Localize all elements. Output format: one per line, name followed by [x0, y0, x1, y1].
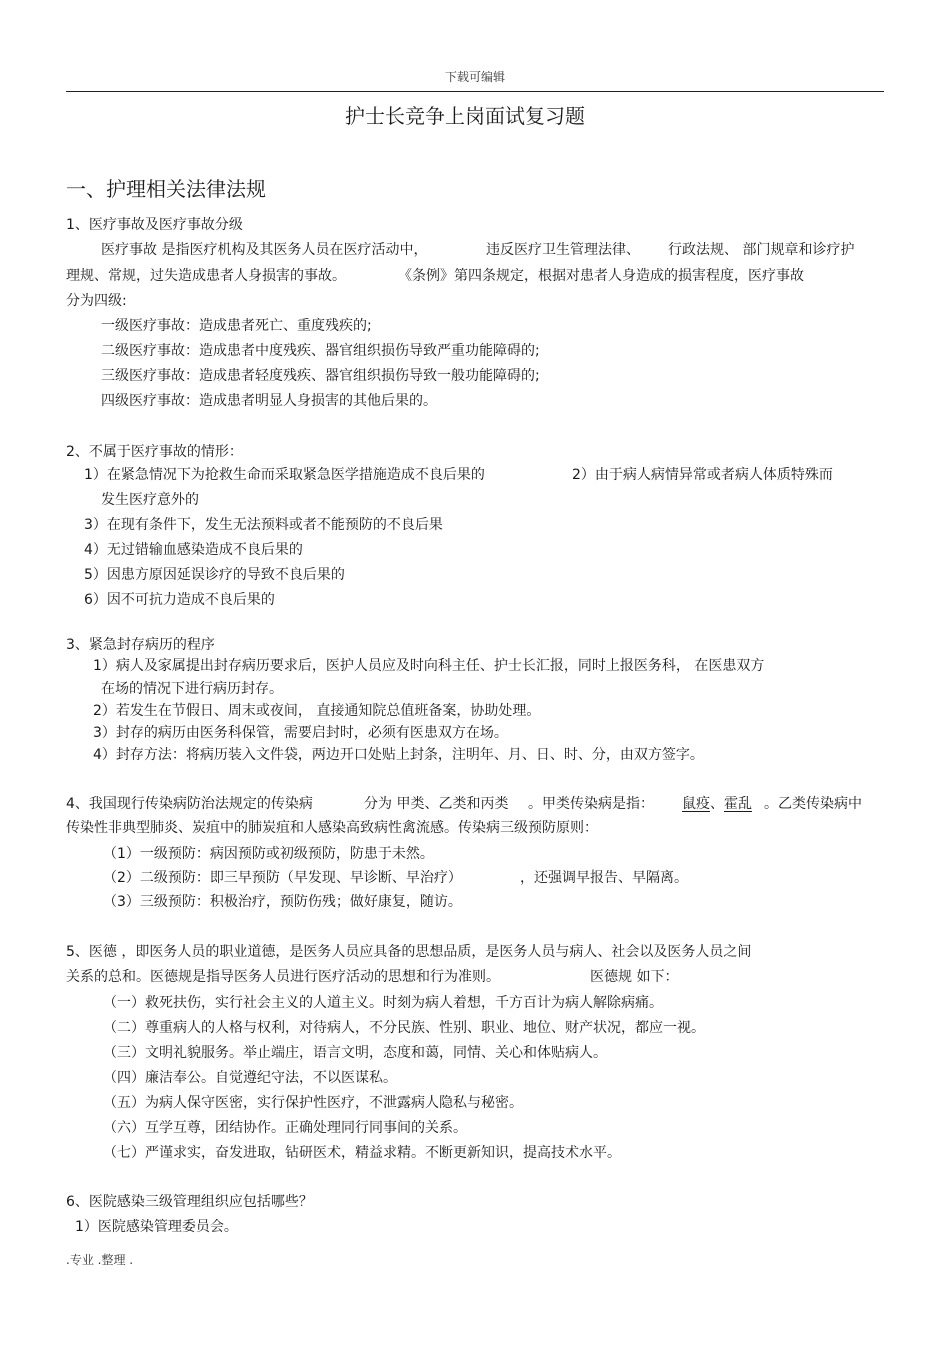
q5-line: 医德规 如下：	[590, 969, 679, 985]
q4-list-item: （2）二级预防：即三早预防（早发现、早诊断、早治疗）	[103, 870, 462, 886]
q6-list-item: 1）医院感染管理委员会。	[75, 1219, 238, 1235]
q1-heading: 1、医疗事故及医疗事故分级	[66, 217, 243, 233]
q5-line: 5、医德 ，即医务人员的职业道德，是医务人员应具备的思想品质，是医务人员与病人、社会以及医务人员之间	[66, 944, 752, 960]
q5-list-item: （七）严谨求实，奋发进取，钻研医术，精益求精。不断更新知识，提高技术水平。	[103, 1145, 621, 1161]
term-separator: 、	[710, 796, 724, 812]
q3-list-item: 在场的情况下进行病历封存。	[101, 681, 283, 697]
q1-paragraph-line: 《条例》第四条规定，根据对患者人身造成的损害程度，医疗事故	[398, 268, 804, 284]
q3-heading: 3、紧急封存病历的程序	[66, 637, 215, 653]
q4-list-item: （3）三级预防：积极治疗，预防伤残；做好康复，随访。	[103, 894, 462, 910]
q2-list-item: 6）因不可抗力造成不良后果的	[84, 592, 275, 608]
q1-grade-item: 四级医疗事故：造成患者明显人身损害的其他后果的。	[101, 393, 437, 409]
q5-list-item: （六）互学互尊，团结协作。正确处理同行同事间的关系。	[103, 1120, 467, 1136]
q4-line: 。乙类传染病中	[764, 796, 862, 812]
q4-list-item: ，还强调早报告、早隔离。	[520, 870, 688, 886]
q1-grade-item: 一级医疗事故：造成患者死亡、重度残疾的;	[101, 318, 372, 334]
q6-heading: 6、医院感染三级管理组织应包括哪些？	[66, 1194, 313, 1210]
q5-list-item: （二）尊重病人的人格与权利，对待病人，不分民族、性别、职业、地位、财产状况，都应一视。	[103, 1020, 705, 1036]
q1-paragraph-line: 医疗事故 是指医疗机构及其医务人员在医疗活动中，	[101, 242, 428, 258]
page-header: 下载可编辑	[444, 70, 505, 84]
section-heading: 一、护理相关法律法规	[66, 177, 266, 201]
plague-word: 鼠疫	[682, 796, 710, 812]
q5-list-item: （三）文明礼貌服务。举止端庄，语言文明，态度和蔼，同情、关心和体贴病人。	[103, 1045, 607, 1061]
q5-list-item: （五）为病人保守医密，实行保护性医疗，不泄露病人隐私与秘密。	[103, 1095, 523, 1111]
q2-list-item: 5）因患方原因延误诊疗的导致不良后果的	[84, 567, 345, 583]
q3-list-item: 2）若发生在节假日、周末或夜间， 直接通知院总值班备案，协助处理。	[93, 703, 541, 719]
q2-list-item: 3）在现有条件下，发生无法预料或者不能预防的不良后果	[84, 517, 443, 533]
q5-list-item: （一）救死扶伤，实行社会主义的人道主义。时刻为病人着想，千方百计为病人解除病痛。	[103, 995, 663, 1011]
q5-list-item: （四）廉洁奉公。自觉遵纪守法，不以医谋私。	[103, 1070, 397, 1086]
q4-list-item: （1）一级预防：病因预防或初级预防，防患于未然。	[103, 846, 434, 862]
q1-grade-item: 二级医疗事故：造成患者中度残疾、器官组织损伤导致严重功能障碍的;	[101, 343, 540, 359]
q2-heading: 2、不属于医疗事故的情形：	[66, 444, 243, 460]
q1-paragraph-line: 分为四级:	[66, 293, 127, 309]
q4-line: 分为 甲类、乙类和丙类	[364, 796, 509, 812]
page-footer: .专业 .整理 .	[66, 1253, 134, 1267]
q3-list-item: 4）封存方法：将病历装入文件袋，两边开口处贴上封条，注明年、月、日、时、分，由双方签字。	[93, 747, 704, 763]
q2-list-item: 1）在紧急情况下为抢救生命而采取紧急医学措施造成不良后果的	[84, 467, 485, 483]
q1-paragraph-line: 违反医疗卫生管理法律、	[486, 242, 640, 258]
q2-list-item: 4）无过错输血感染造成不良后果的	[84, 542, 303, 558]
q4-line: 。甲类传染病是指：	[528, 796, 654, 812]
q4-line: 传染性非典型肺炎、炭疽中的肺炭疽和人感染高致病性禽流感。传染病三级预防原则：	[66, 820, 598, 836]
q2-list-item: 2）由于病人病情异常或者病人体质特殊而	[572, 467, 833, 483]
q1-grade-item: 三级医疗事故：造成患者轻度残疾、器官组织损伤导致一般功能障碍的;	[101, 368, 540, 384]
q4-line: 4、我国现行传染病防治法规定的传染病	[66, 796, 313, 812]
q5-line: 关系的总和。医德规是指导医务人员进行医疗活动的思想和行为准则。	[66, 969, 500, 985]
q4-plague-term	[682, 795, 752, 813]
cholera-word: 霍乱	[724, 796, 752, 812]
document-title: 护士长竞争上岗面试复习题	[345, 104, 585, 128]
q3-list-item: 1）病人及家属提出封存病历要求后，医护人员应及时向科主任、护士长汇报，同时上报医务科， 在医患双方	[93, 658, 765, 674]
q1-paragraph-line: 行政法规、 部门规章和诊疗护	[668, 242, 855, 258]
q3-list-item: 3）封存的病历由医务科保管，需要启封时，必须有医患双方在场。	[93, 725, 508, 741]
q2-list-item: 发生医疗意外的	[101, 492, 199, 508]
q1-paragraph-line: 理规、常规，过失造成患者人身损害的事故。	[66, 268, 346, 284]
header-rule	[66, 91, 884, 92]
